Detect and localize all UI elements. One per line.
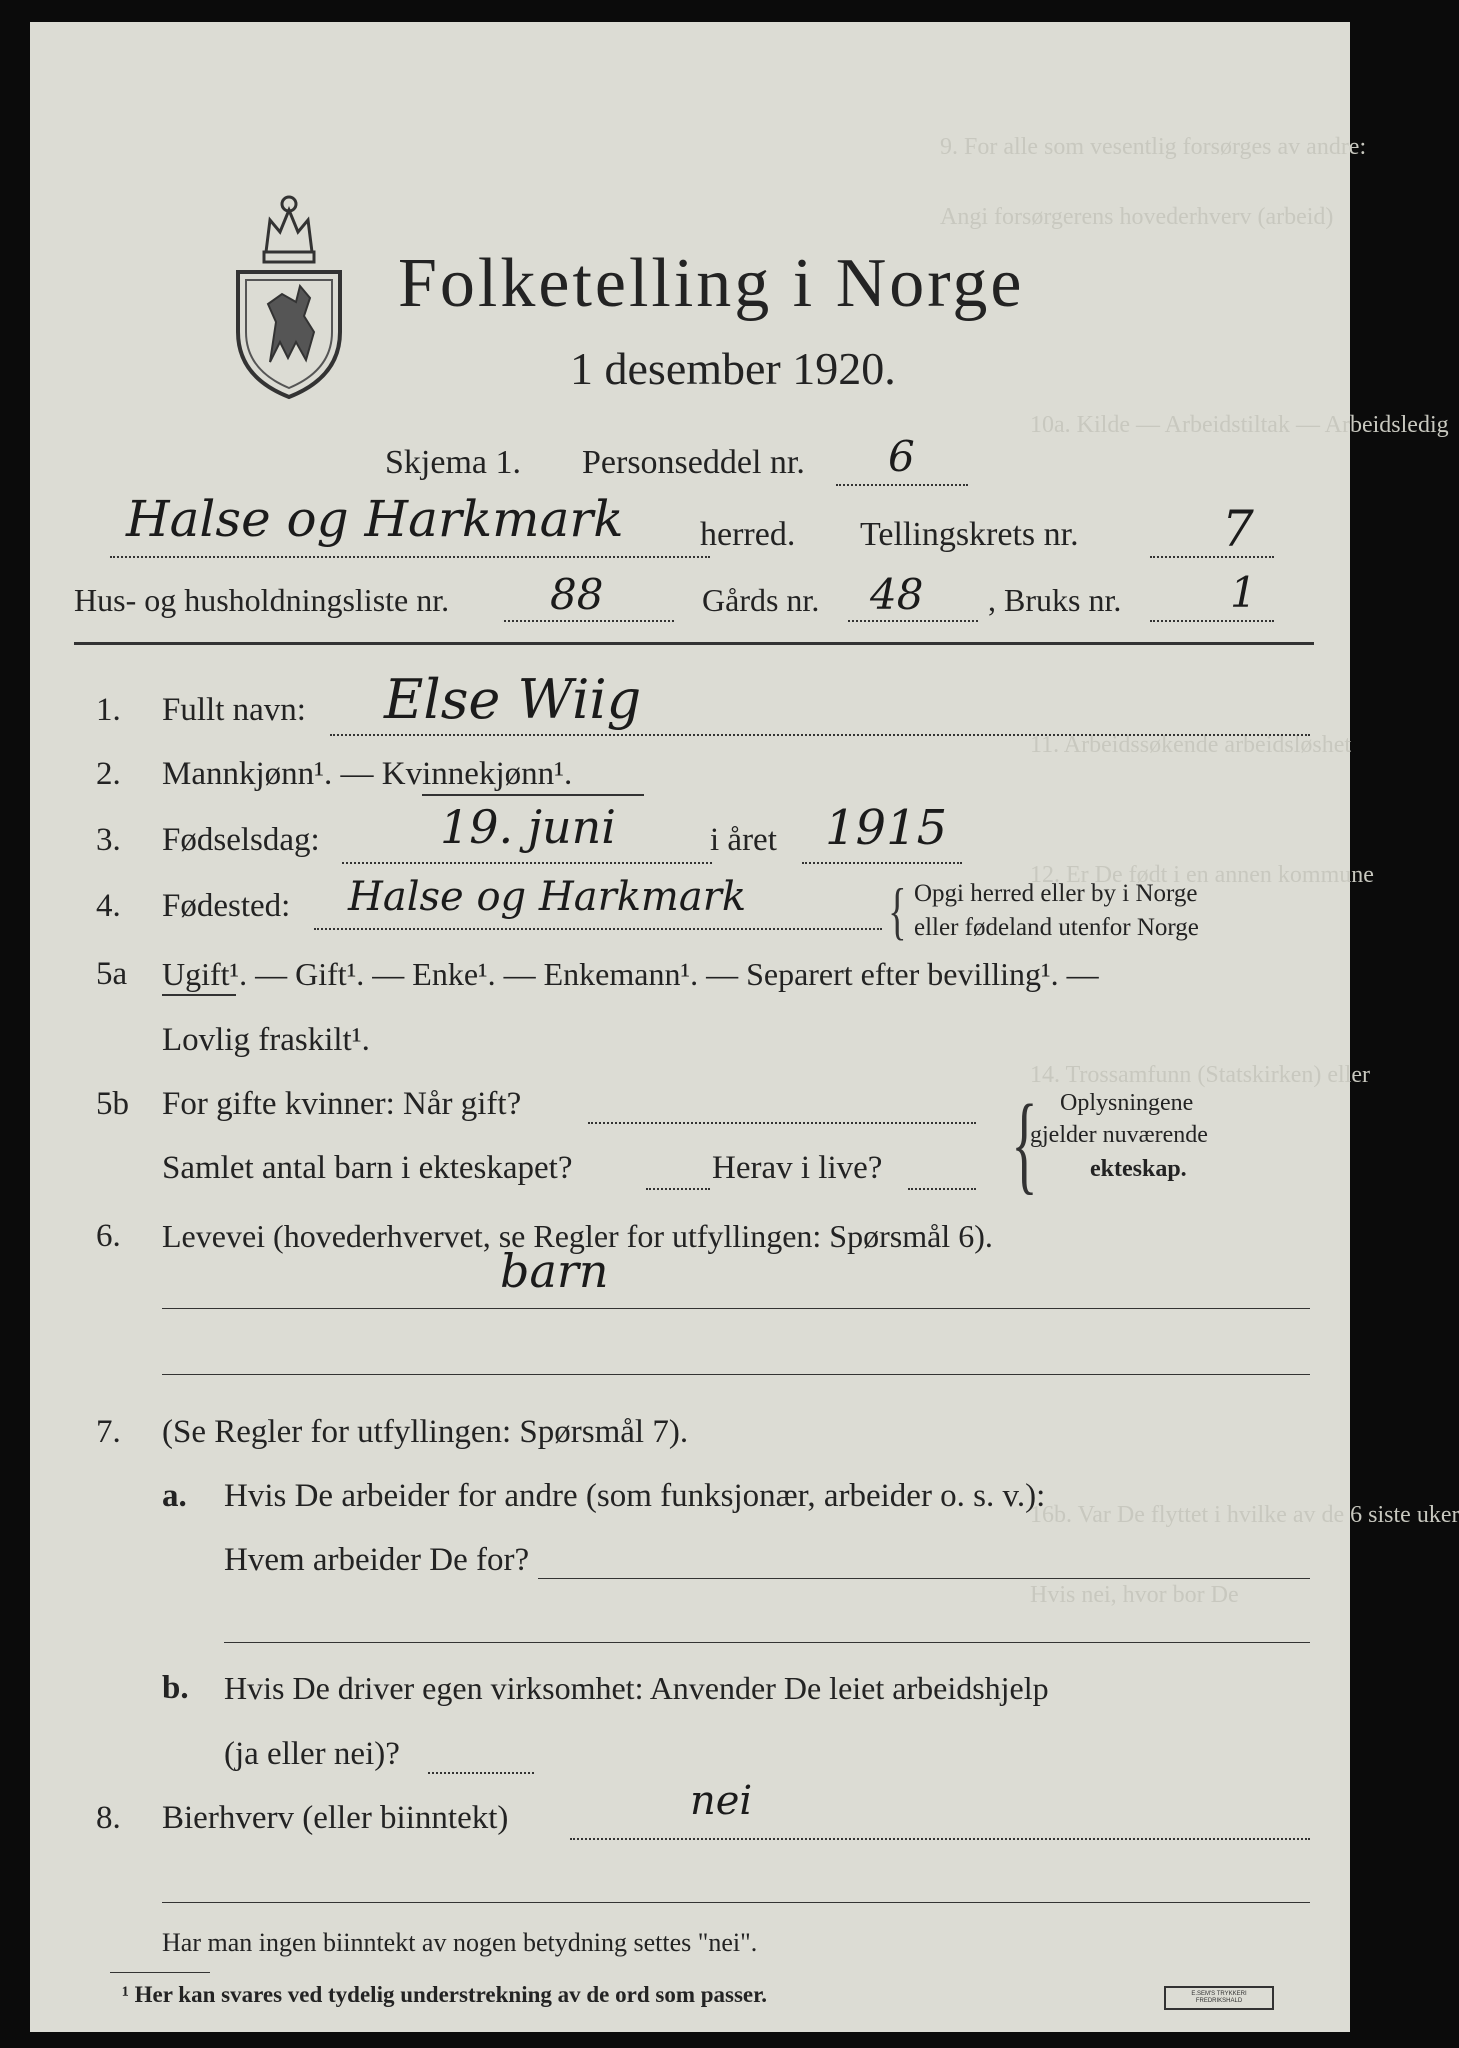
q4-brace: { bbox=[888, 875, 907, 946]
herred-line bbox=[110, 556, 710, 558]
herred-value: Halse og Harkmark bbox=[126, 490, 624, 548]
q4-value: Halse og Harkmark bbox=[348, 874, 747, 920]
gards-label: Gårds nr. bbox=[702, 582, 820, 618]
husliste-value: 88 bbox=[550, 570, 604, 619]
q4-label: Fødested: bbox=[162, 888, 291, 924]
q1-value: Else Wiig bbox=[384, 668, 642, 731]
ghost-text-4: 11. Arbeidssøkende arbeidsløshet bbox=[1030, 732, 1352, 758]
q1-label: Fullt navn: bbox=[162, 692, 306, 728]
q7-number: 7. bbox=[96, 1414, 121, 1450]
q7a-line bbox=[538, 1578, 1310, 1579]
q8-number: 8. bbox=[96, 1800, 121, 1836]
q3-value: 19. juni bbox=[440, 800, 617, 854]
q7a-line2: Hvem arbeider De for? bbox=[224, 1542, 530, 1578]
printer-stamp bbox=[1164, 1986, 1274, 2010]
q5b-line2a: Samlet antal barn i ekteskapet? bbox=[162, 1150, 573, 1186]
skjema-label: Skjema 1. bbox=[385, 444, 521, 481]
q7b-line2: (ja eller nei)? bbox=[224, 1736, 400, 1772]
q6-line-1 bbox=[162, 1308, 1310, 1309]
q3-number: 3. bbox=[96, 822, 121, 858]
q2-label: Mannkjønn¹. — Kvinnekjønn¹. bbox=[162, 756, 573, 792]
q7-label: (Se Regler for utfyllingen: Spørsmål 7). bbox=[162, 1414, 689, 1450]
form-title: Folketelling i Norge bbox=[398, 245, 1025, 322]
bruks-label: , Bruks nr. bbox=[988, 582, 1122, 618]
q5b-children-line bbox=[646, 1188, 710, 1190]
q4-note-1: Opgi herred eller by i Norge bbox=[914, 880, 1198, 907]
q4-number: 4. bbox=[96, 888, 121, 924]
q5b-line2b: Herav i live? bbox=[712, 1150, 883, 1186]
q3-year-value: 1915 bbox=[825, 800, 948, 856]
q3-label: Fødselsdag: bbox=[162, 822, 320, 858]
q6-line-2 bbox=[162, 1374, 1310, 1375]
q7a-line-2 bbox=[224, 1642, 1310, 1643]
q7a-number: a. bbox=[162, 1478, 187, 1514]
q7b-line1: Hvis De driver egen virksomhet: Anvender De leiet arbeidshjelp bbox=[224, 1670, 1049, 1706]
ghost-text-2: Angi forsørgerens hovederhverv (arbeid) bbox=[940, 204, 1334, 230]
husliste-line bbox=[504, 620, 674, 622]
q3-year-label: i året bbox=[710, 822, 777, 858]
footer-note: Har man ingen biinntekt av nogen betydning settes "nei". bbox=[162, 1928, 758, 1957]
tellingskrets-value: 7 bbox=[1222, 500, 1254, 558]
q8-label: Bierhverv (eller biinntekt) bbox=[162, 1800, 509, 1836]
herred-label: herred. bbox=[700, 516, 796, 553]
ghost-text-1: 9. For alle som vesentlig forsørges av andre: bbox=[940, 134, 1367, 160]
q5b-note-2: gjelder nuværende bbox=[1030, 1122, 1208, 1148]
q5a-line2: Lovlig fraskilt¹. bbox=[162, 1022, 370, 1058]
printer-stamp-text: E.SEM'S TRYKKERI FREDRIKSHALD bbox=[1191, 1991, 1247, 2004]
q6-label: Levevei (hovederhvervet, se Regler for utfyllingen: Spørsmål 6). bbox=[162, 1218, 993, 1254]
ghost-text-5: 12. Er De født i en annen kommune bbox=[1030, 862, 1374, 888]
ghost-text-7: 16b. Var De flyttet i hvilke av de 6 siste uker bbox=[1030, 1502, 1459, 1528]
q5a-line1: Ugift¹. — Gift¹. — Enke¹. — Enkemann¹. — Separert efter bevilling¹. — bbox=[162, 956, 1099, 992]
q2-underline-kvinnekjonn bbox=[422, 794, 644, 796]
ghost-text-8: Hvis nei, hvor bor De bbox=[1030, 1582, 1239, 1608]
q8-line bbox=[570, 1838, 1310, 1840]
q7b-number: b. bbox=[162, 1670, 189, 1706]
census-date: 1 desember 1920. bbox=[570, 343, 896, 394]
bruks-value: 1 bbox=[1230, 568, 1257, 617]
ghost-text-3: 10a. Kilde — Arbeidstiltak — Arbeidsledig bbox=[1030, 412, 1449, 438]
q5a-number: 5a bbox=[96, 956, 128, 992]
q5b-number: 5b bbox=[96, 1086, 129, 1122]
tellingskrets-label: Tellingskrets nr. bbox=[860, 516, 1079, 553]
q5b-married-line bbox=[588, 1122, 976, 1124]
census-form bbox=[30, 22, 1459, 2032]
q3-year-line bbox=[802, 862, 962, 864]
q6-number: 6. bbox=[96, 1218, 121, 1254]
q7a-line1: Hvis De arbeider for andre (som funksjonær, arbeider o. s. v.): bbox=[224, 1478, 1046, 1514]
ghost-text-6: 14. Trossamfunn (Statskirken) eller bbox=[1030, 1062, 1370, 1088]
q5b-line1: For gifte kvinner: Når gift? bbox=[162, 1086, 522, 1122]
q5b-alive-line bbox=[908, 1188, 976, 1190]
q1-number: 1. bbox=[96, 692, 121, 728]
q6-value: barn bbox=[500, 1244, 609, 1298]
q2-number: 2. bbox=[96, 756, 121, 792]
q4-note-2: eller fødeland utenfor Norge bbox=[914, 914, 1199, 941]
personseddel-value: 6 bbox=[888, 432, 915, 481]
q7b-line bbox=[428, 1772, 534, 1774]
footnote-rule bbox=[110, 1972, 210, 1973]
footnote: ¹ Her kan svares ved tydelig understrekning av de ord som passer. bbox=[122, 1982, 767, 2007]
gards-value: 48 bbox=[870, 570, 924, 619]
q1-line bbox=[330, 734, 1310, 736]
personseddel-line bbox=[836, 484, 968, 486]
q3-line bbox=[342, 862, 712, 864]
q5b-note-3: ekteskap. bbox=[1090, 1156, 1187, 1182]
husliste-label: Hus- og husholdningsliste nr. bbox=[74, 582, 450, 618]
header-separator bbox=[74, 642, 1314, 645]
tellingskrets-line bbox=[1150, 556, 1274, 558]
q8-line-2 bbox=[162, 1902, 1310, 1903]
q5b-note-1: Oplysningene bbox=[1060, 1090, 1194, 1116]
gards-line bbox=[848, 620, 978, 622]
q5a-underline-ugift bbox=[162, 994, 236, 996]
bruks-line bbox=[1150, 620, 1274, 622]
q5b-brace: { bbox=[1011, 1082, 1038, 1204]
q8-value: nei bbox=[690, 1778, 753, 1824]
coat-of-arms-icon bbox=[230, 182, 348, 404]
personseddel-label: Personseddel nr. bbox=[582, 444, 805, 481]
q4-line bbox=[314, 928, 882, 930]
